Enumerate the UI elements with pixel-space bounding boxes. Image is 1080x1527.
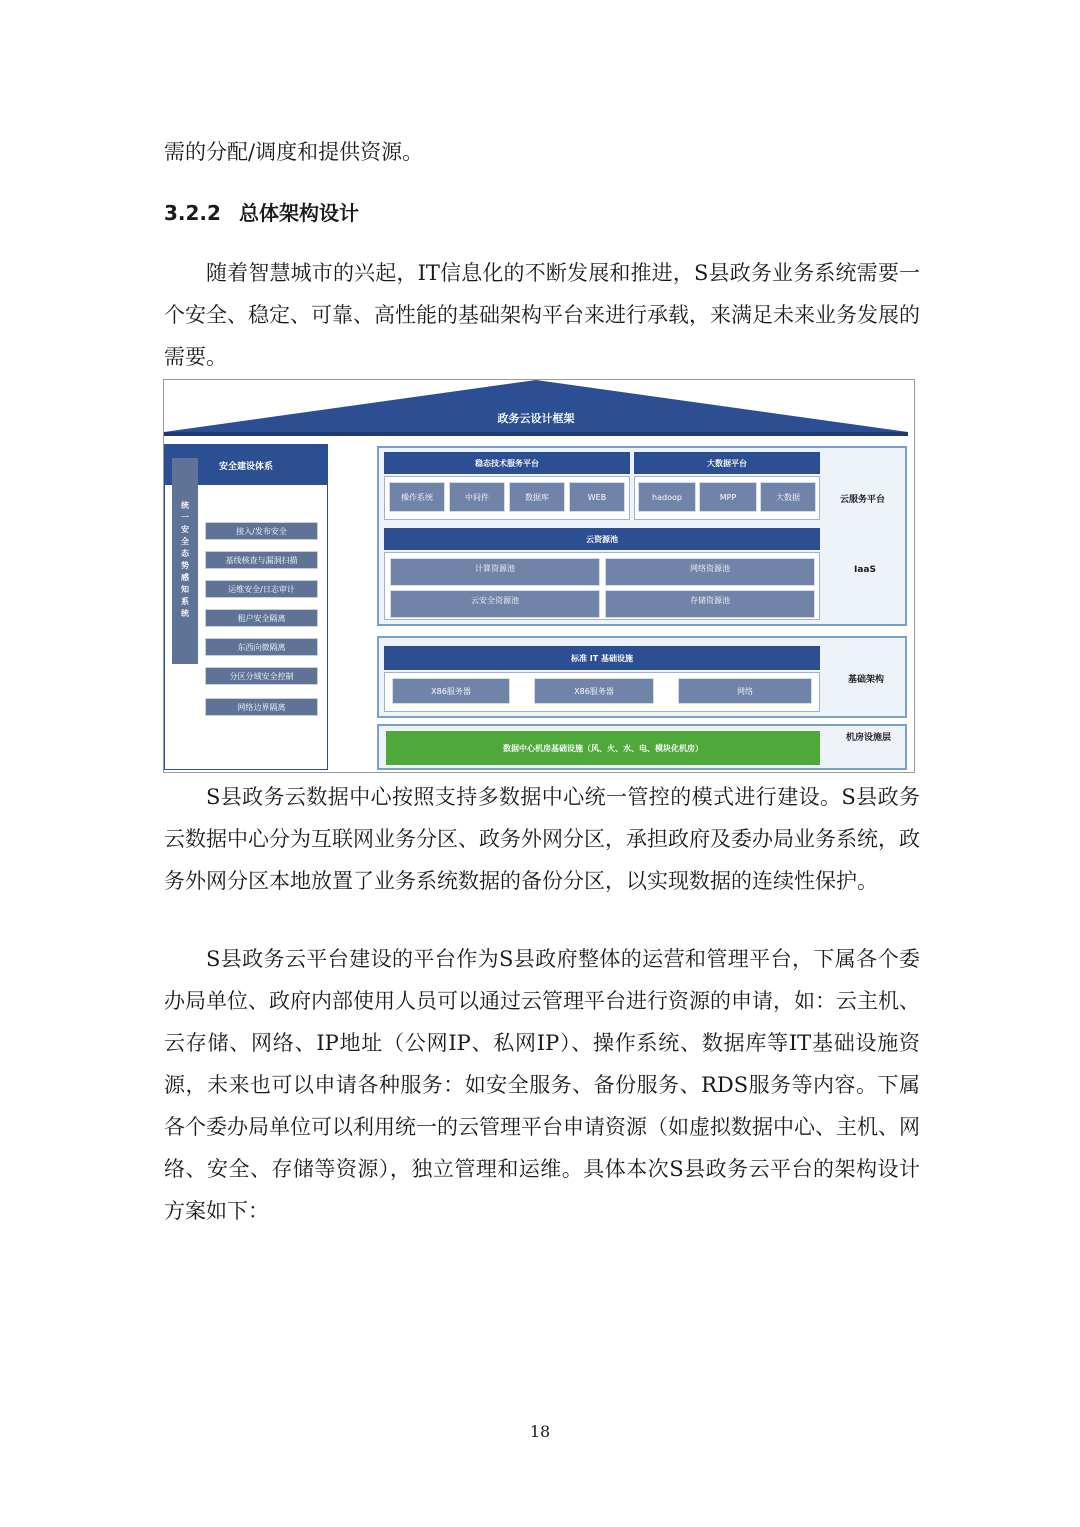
iaas-label: IaaS — [854, 565, 876, 575]
cloud-service-label: 云服务平台 — [840, 495, 886, 505]
section-heading — [164, 196, 359, 230]
top-text-fragment: 需的分配/调度和提供资源。 — [164, 140, 424, 164]
security-item: 接入/发布安全 — [205, 522, 318, 540]
paragraph-2: S县政务云数据中心按照支持多数据中心统一管控的模式进行建设。S县政务云数据中心分为互联网业务分区、政务外网分区，承担政府及委办局业务系统，政务外网分区本地放置了业务系统数据的备份分区，以实现数据的连续性保护。 — [164, 785, 920, 893]
section-title: 总体架构设计 — [238, 201, 359, 225]
page-number: 18 — [529, 1422, 551, 1441]
section-number: 3.2.2 — [164, 201, 221, 225]
security-vertical-label: 统一安全态势感知系统 — [172, 458, 198, 664]
stable-platform-header: 稳态技术服务平台 — [384, 452, 630, 474]
security-item: 网络边界隔离 — [205, 698, 318, 716]
infra-item: X86服务器 — [534, 678, 654, 704]
resource-pool-header: 云资源池 — [384, 528, 820, 550]
resource-pool-item: 计算资源池 — [390, 558, 600, 586]
diagram-title: 政务云设计框架 — [497, 412, 575, 425]
infra-label: 基础架构 — [848, 675, 885, 685]
security-item: 基线核查与漏洞扫描 — [205, 551, 318, 569]
architecture-diagram — [163, 379, 915, 773]
paragraph-1: 随着智慧城市的兴起，IT信息化的不断发展和推进，S县政务业务系统需要一个安全、稳定、可靠、高性能的基础架构平台来进行承载，来满足未来业务发展的需要。 — [164, 261, 920, 369]
security-item: 分区分域安全控制 — [205, 667, 318, 685]
paragraph-3: S县政务云平台建设的平台作为S县政府整体的运营和管理平台，下属各个委办局单位、政府内部使用人员可以通过云管理平台进行资源的申请，如：云主机、云存储、网络、IP地址（公网IP、私网IP）、操作系统、数据库等IT基础设施资源，未来也可以申请各种服务：如安全服务、备份服务、RDS服务等内容。下属各个委办局单位可以利用统一的云管理平台申请资源（如虚拟数据中心、主机、网络、安全、存储等资源），独立管理和运维。具体本次S县政务云平台的架构设计方案如下： — [164, 947, 920, 1223]
bigdata-item: 大数据 — [760, 482, 816, 512]
infra-item: 网络 — [678, 678, 812, 704]
bigdata-item: hadoop — [638, 482, 696, 512]
infra-item: X86服务器 — [392, 678, 510, 704]
security-header: 安全建设体系 — [165, 445, 327, 485]
stable-item: 数据库 — [509, 482, 565, 512]
facility-bar: 数据中心机房基础设施（风、火、水、电、模块化机房） — [386, 731, 820, 765]
resource-pool-item: 存储资源池 — [605, 590, 815, 618]
stable-item: 中间件 — [449, 482, 505, 512]
security-item: 租户安全隔离 — [205, 609, 318, 627]
security-item: 运维安全/日志审计 — [205, 580, 318, 598]
facility-label: 机房设施层 — [846, 733, 892, 743]
stable-item: 操作系统 — [389, 482, 445, 512]
bigdata-platform-header: 大数据平台 — [634, 452, 820, 474]
stable-item: WEB — [569, 482, 625, 512]
resource-pool-item: 云安全资源池 — [390, 590, 600, 618]
resource-pool-item: 网络资源池 — [605, 558, 815, 586]
security-item: 东西向微隔离 — [205, 638, 318, 656]
infra-header: 标准 IT 基础设施 — [384, 646, 820, 670]
bigdata-item: MPP — [699, 482, 757, 512]
